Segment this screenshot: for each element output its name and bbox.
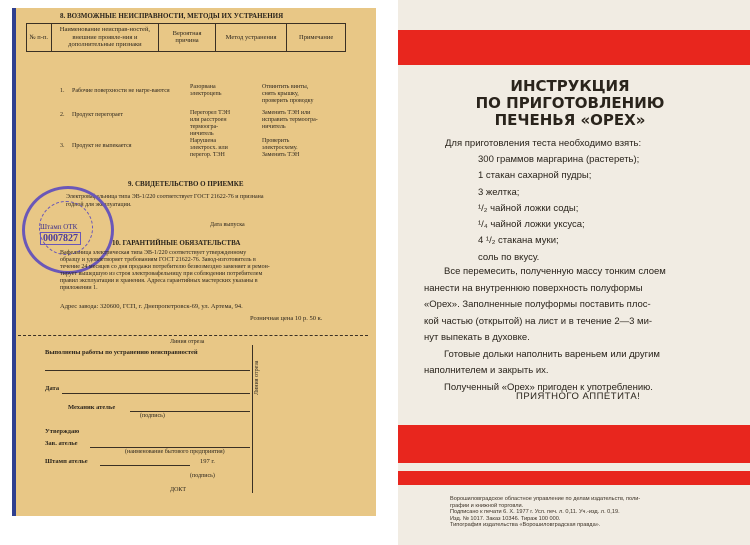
imprint-line: Изд. № 1017. Заказ 10346. Тираж 100 000. — [450, 515, 561, 522]
form-signature-note: (подпись) — [190, 473, 215, 479]
paragraph-line: Все перемесить, полученную массу тонким слоем — [444, 266, 666, 277]
paragraph-line: наполнителем и закрыть их. — [424, 365, 549, 376]
stamp-number: 0007827 — [40, 232, 81, 245]
warranty-line: образцу и удовлетворяет требованиям ГОСТ 21622-76. Завод-изготовитель в — [60, 257, 256, 263]
cut-line-label: Линия отреза — [170, 339, 205, 345]
ingredient-item: 1 стакан сахарной пудры; — [478, 170, 592, 182]
warranty-text — [60, 250, 346, 292]
imprint-line: Подписано к печати 6. X. 1977 г. Усл. печ. л. 0,11. Уч.-изд. л. 0,19. — [450, 509, 620, 516]
paragraph-line: нут выпекать в духовке. — [424, 332, 530, 343]
paragraph-line: нанести на внутреннюю поверхность полуформы — [424, 282, 643, 294]
factory-address: Адрес завода: 320600, ГСП, г. Днепропетровск-69, ул. Артема, 94. — [60, 303, 243, 310]
form-date-label: Дата — [45, 385, 60, 392]
row-cause: Перегорел ТЭН или расстроен термоогра-ничитель — [190, 110, 231, 137]
form-enterprise-note: (наименование бытового предприятия) — [125, 449, 225, 455]
row-num: 3. — [60, 143, 65, 149]
ingredient-item: ¹/₂ чайной ложки соды; — [478, 202, 579, 214]
section10-title: 10. ГАРАНТИЙНЫЕ ОБЯЗАТЕЛЬСТВА — [112, 239, 241, 247]
row-cause: Разорвана электроцепь — [190, 84, 222, 97]
top-red-stripe — [398, 30, 750, 65]
form-mechanic-label: Механик ателье — [68, 404, 116, 411]
recipe-paragraph — [424, 264, 724, 396]
section8-header: 8. ВОЗМОЖНЫЕ НЕИСПРАВНОСТИ, МЕТОДЫ ИХ УСТРАНЕНИЯ — [60, 12, 284, 20]
ingredient-list — [478, 152, 639, 266]
row-fault: Рабочие поверхности не нагре-ваются — [72, 88, 170, 94]
bottom-red-stripe — [398, 425, 750, 463]
title-line: ПЕЧЕНЬЯ «ОРЕХ» — [494, 111, 646, 129]
imprint-line: Типография издательства «Ворошиловградская правда». — [450, 522, 601, 529]
row-fix: Отвинтить винты, снять крышку, проверить проводку — [262, 84, 314, 104]
retail-price: Розничная цена 10 р. 50 к. — [250, 315, 323, 322]
section9-title: 9. СВИДЕТЕЛЬСТВО О ПРИЕМКЕ — [128, 180, 244, 188]
ingredient-item: соль по вкусу. — [478, 251, 540, 263]
recipe-intro: Для приготовления теста необходимо взять: — [445, 138, 642, 149]
release-date-label: Дата выпуска — [210, 222, 245, 228]
col-note: Примечание — [287, 24, 346, 52]
row-num: 1. — [60, 88, 65, 94]
form-line — [62, 393, 250, 394]
form-line — [90, 447, 250, 448]
warranty-line: правил эксплуатации и хранения. Адреса гарантийных мастерских указаны в — [60, 278, 258, 284]
warranty-line: тирует вышедшую из строя электровафельницу при соблюдении потребителем — [60, 271, 263, 277]
form-signature-note: (подпись) — [140, 413, 165, 419]
title-line: ПО ПРИГОТОВЛЕНИЮ — [475, 94, 665, 112]
thin-red-stripe — [398, 471, 750, 485]
bottom-text: ДОКТ — [170, 487, 187, 493]
ingredient-item: 3 желтка; — [478, 186, 520, 198]
row-fault: Продукт перегорает — [72, 112, 123, 118]
title-line: ИНСТРУКЦИЯ — [510, 77, 630, 95]
imprint-line: графии и книжной торговли. — [450, 502, 524, 509]
row-fix: Проверить электросхему. Заменить ТЭН — [262, 138, 300, 158]
recipe-title — [440, 78, 700, 129]
ingredient-item: ¹/₄ чайной ложки уксуса; — [478, 219, 585, 231]
col-fault: Наименование неисправ-ностей, внешние проявле-ния и дополнительные признаки — [51, 24, 159, 52]
form-approve-label: Утверждаю — [45, 428, 80, 435]
row-fix: Заменить ТЭН или исправить термоогра-ничитель — [262, 110, 318, 130]
side-cut-label: Линия отреза — [254, 360, 260, 395]
warranty-line: течение 24 месяцев со дня продажи потребителю безвозмездно заменяет и ремон- — [60, 264, 270, 270]
warranty-line: Вафельница электрическая типа ЭВ-1/220 соответствует утвержденному — [60, 250, 247, 256]
row-cause: Нарушена электросх. или перегор. ТЭН — [190, 138, 228, 158]
ingredient-item: 300 граммов маргарина (растереть); — [478, 154, 640, 165]
paragraph-line: Готовые дольки наполнить вареньем или другим — [444, 348, 660, 360]
imprint — [450, 496, 740, 529]
row-num: 2. — [60, 112, 65, 118]
form-head-label: Зав. ателье — [45, 440, 78, 447]
form-stamp-label: Штамп ателье — [45, 458, 88, 465]
col-fix: Метод устранения — [215, 24, 286, 52]
imprint-line: Ворошиловградское областное управление по делам издательств, поли- — [450, 496, 641, 502]
ingredient-item: 4 ¹/₂ стакана муки; — [478, 235, 559, 247]
stamp-label: Штамп ОТК — [40, 223, 78, 231]
form-year: 197 г. — [200, 458, 215, 465]
col-num: № п-п. — [27, 24, 52, 52]
row-fault: Продукт не выпекается — [72, 143, 132, 149]
form-border — [252, 345, 253, 493]
form-line — [45, 370, 250, 371]
faults-table — [26, 23, 346, 52]
section9-line: годной для эксплуатации. — [66, 202, 132, 208]
warranty-line: приложении 1. — [60, 285, 98, 291]
cut-line — [18, 335, 368, 336]
paragraph-line: Полученный «Орех» пригоден к употреблению. — [444, 381, 653, 393]
paragraph-line: «Орех». Заполненные полуформы поставить плос- — [424, 299, 651, 310]
form-line — [130, 411, 250, 412]
form-title: Выполнены работы по устранению неисправностей — [45, 349, 198, 356]
paragraph-line: кой частью (открытой) на лист и в течение 2—3 ми- — [424, 315, 653, 327]
section9-line: Электровафельница типа ЭВ-1/220 соответствует ГОСТ 21622-76 и признана — [66, 194, 264, 200]
form-line — [100, 465, 190, 466]
closing-wish: ПРИЯТНОГО АППЕТИТА! — [516, 391, 641, 402]
col-cause: Вероятная причина — [159, 24, 216, 52]
